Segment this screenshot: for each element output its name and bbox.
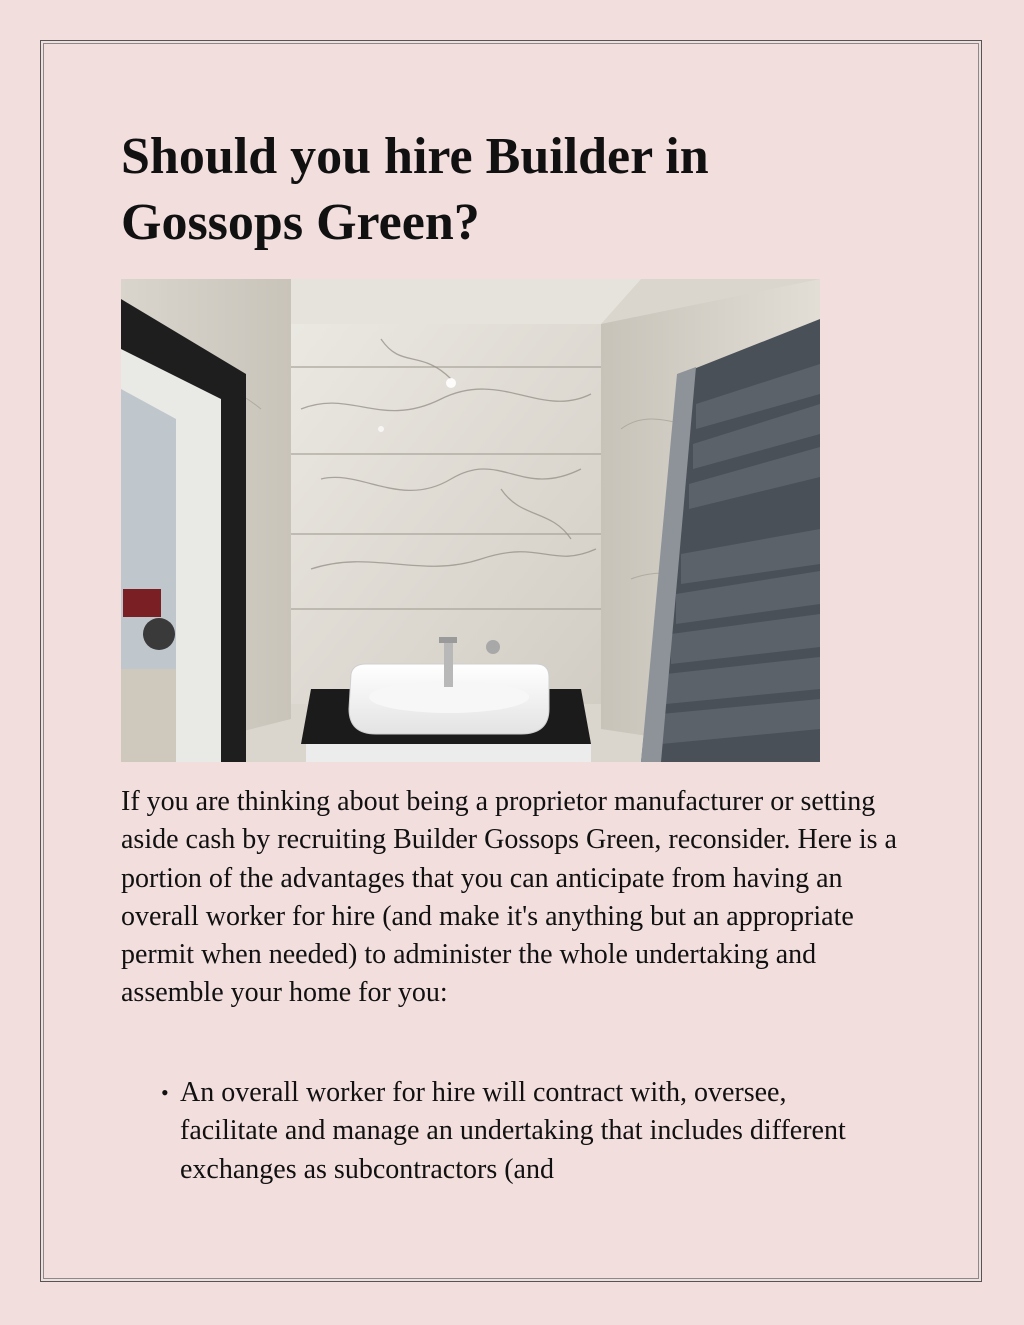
bullet-text: An overall worker for hire will contract with, oversee, facilitate and manage an undertaking that includes different exchanges as subcontractors (and [180, 1077, 846, 1185]
intro-paragraph: If you are thinking about being a proprietor manufacturer or setting aside cash by recruiting Builder Gossops Green, reconsider. Here is a portion of the advantages that you can anticipate from having an overall worker for hire (and make it's anything but an appropriate permit when needed) to administer the whole undertaking and assemble your home for you: [121, 786, 897, 1009]
page-title: Should you hire Builder in Gossops Green? [121, 128, 709, 251]
bullet-marker: • [161, 1080, 169, 1105]
list-item [121, 1074, 880, 1189]
bathroom-photo [121, 279, 820, 762]
bullet-list [121, 1074, 921, 1189]
